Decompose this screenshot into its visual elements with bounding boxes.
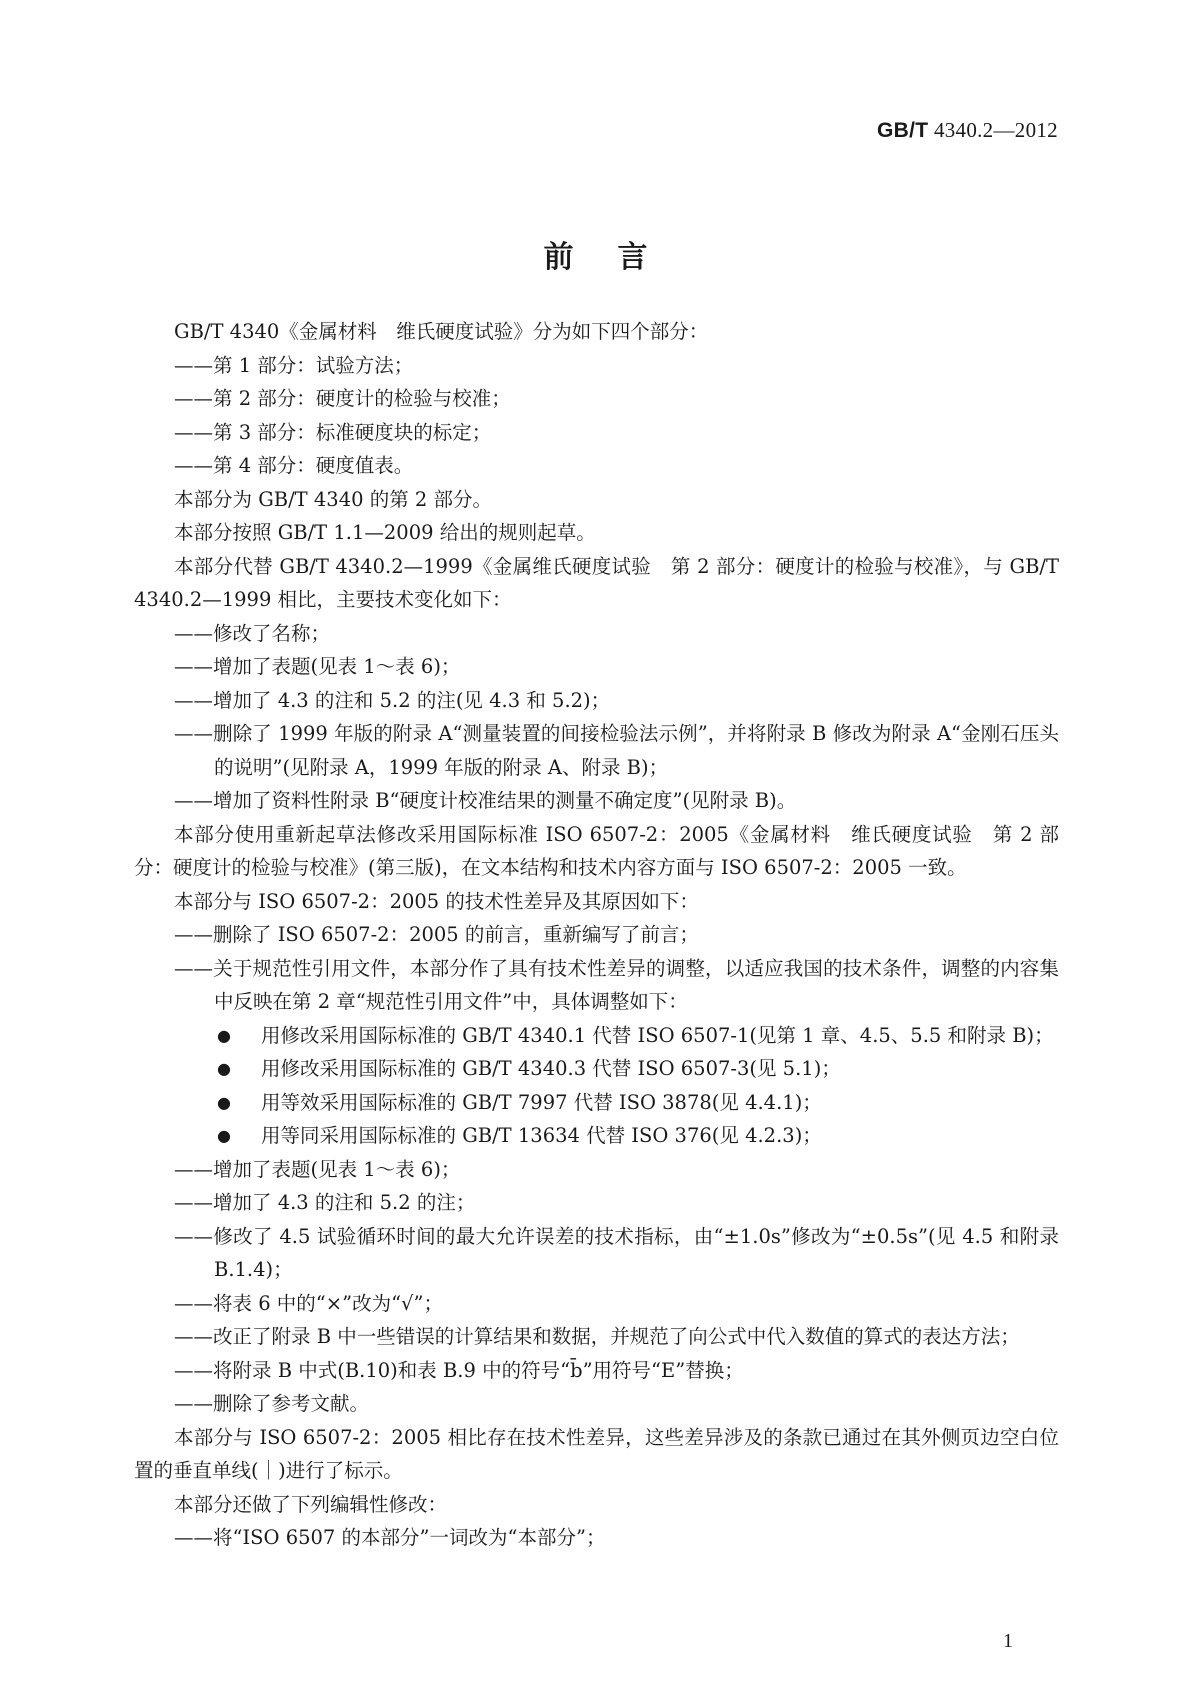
dash-list-item: ——第 2 部分：硬度计的检验与校准； — [174, 387, 511, 410]
paragraph: 本部分与 ISO 6507-2：2005 的技术性差异及其原因如下： — [174, 889, 699, 913]
bullet-text: 用修改采用国际标准的 GB/T 4340.1 代替 ISO 6507-1(见第 1 章、4.5、5.5 和附录 B)； — [261, 1023, 1054, 1047]
paragraph: 本部分使用重新起草法修改采用国际标准 ISO 6507-2：2005《金属材料 维氏硬度试验 第 2 部分：硬度计的检验与校准》(第三版)，在文本结构和技术内容方面与 ISO 6507-2：2005 一致。 — [134, 822, 1059, 879]
standard-code: 4340.2—2012 — [933, 118, 1058, 142]
dash-list-item: ——将表 6 中的“×”改为“√”； — [174, 1291, 443, 1315]
paragraph: GB/T 4340《金属材料 维氏硬度试验》分为如下四个部分： — [174, 320, 709, 343]
bullet-text: 用等效采用国际标准的 GB/T 7997 代替 ISO 3878(见 4.4.1)； — [261, 1090, 822, 1114]
dash-list-item: ——删除了 1999 年版的附录 A“测量装置的间接检验法示例”，并将附录 B 修改为附录 A“金刚石压头的说明”(见附录 A，1999 年版的附录 A、附录 B)； — [174, 722, 1059, 779]
paragraph: 本部分代替 GB/T 4340.2—1999《金属维氏硬度试验 第 2 部分：硬度计的检验与校准》，与 GB/T 4340.2—1999 相比，主要技术变化如下： — [134, 554, 1059, 611]
paragraph: 本部分与 ISO 6507-2：2005 相比存在技术性差异，这些差异涉及的条款已通过在其外侧页边空白位置的垂直单线(｜)进行了标示。 — [134, 1425, 1059, 1482]
standard-prefix: GB/T — [877, 119, 929, 142]
dash-list-item: ——增加了 4.3 的注和 5.2 的注； — [174, 1191, 476, 1214]
bullet-icon: ● — [217, 1092, 231, 1112]
dash-list-item: ——关于规范性引用文件，本部分作了具有技术性差异的调整，以适应我国的技术条件，调整的内容集中反映在第 2 章“规范性引用文件”中，具体调整如下： — [174, 956, 1059, 1013]
dash-list-item: ——增加了资料性附录 B“硬度计校准结果的测量不确定度”(见附录 B)。 — [174, 789, 797, 812]
bullet-item — [134, 1052, 1059, 1086]
paragraph: 本部分按照 GB/T 1.1—2009 给出的规则起草。 — [174, 521, 596, 544]
bullet-item — [134, 1086, 1059, 1120]
paragraph: 本部分为 GB/T 4340 的第 2 部分。 — [174, 487, 493, 511]
dash-list-item: ——增加了 4.3 的注和 5.2 的注(见 4.3 和 5.2)； — [174, 688, 611, 712]
paragraph: 本部分还做了下列编辑性修改： — [174, 1492, 448, 1516]
dash-list-item: ——修改了名称； — [174, 621, 331, 645]
dash-list-item: ——改正了附录 B 中一些错误的计算结果和数据，并规范了向公式中代入数值的算式的表达方法； — [174, 1325, 1020, 1348]
bullet-icon: ● — [217, 1059, 231, 1078]
bullet-icon: ● — [217, 1025, 231, 1045]
bullet-icon: ● — [217, 1126, 231, 1145]
standard-number — [877, 118, 1058, 143]
foreword-body — [134, 315, 1059, 1555]
page-number: 1 — [1003, 1630, 1013, 1652]
bullet-text: 用等同采用国际标准的 GB/T 13634 代替 ISO 376(见 4.2.3)； — [261, 1124, 822, 1147]
dash-list-item: ——第 1 部分：试验方法； — [174, 353, 414, 377]
dash-list-item: ——将附录 B 中式(B.10)和表 B.9 中的符号“b̄”用符号“E”替换； — [174, 1358, 744, 1382]
dash-list-item: ——增加了表题(见表 1～表 6)； — [174, 655, 461, 678]
dash-list-item: ——第 4 部分：硬度值表。 — [174, 454, 414, 477]
dash-list-item: ——删除了参考文献。 — [174, 1392, 370, 1415]
dash-list-item: ——修改了 4.5 试验循环时间的最大允许误差的技术指标，由“±1.0s”修改为“±0.5s”(见 4.5 和附录 B.1.4)； — [174, 1224, 1059, 1281]
dash-list-item: ——将“ISO 6507 的本部分”一词改为“本部分”； — [174, 1526, 606, 1549]
bullet-item — [134, 1119, 1059, 1153]
dash-list-item: ——删除了 ISO 6507-2：2005 的前言，重新编写了前言； — [174, 923, 699, 946]
bullet-item — [134, 1019, 1059, 1053]
bullet-text: 用修改采用国际标准的 GB/T 4340.3 代替 ISO 6507-3(见 5.1)； — [261, 1057, 841, 1080]
page-title: 前言 — [543, 240, 692, 275]
dash-list-item: ——第 3 部分：标准硬度块的标定； — [174, 420, 492, 444]
dash-list-item: ——增加了表题(见表 1～表 6)； — [174, 1157, 461, 1181]
